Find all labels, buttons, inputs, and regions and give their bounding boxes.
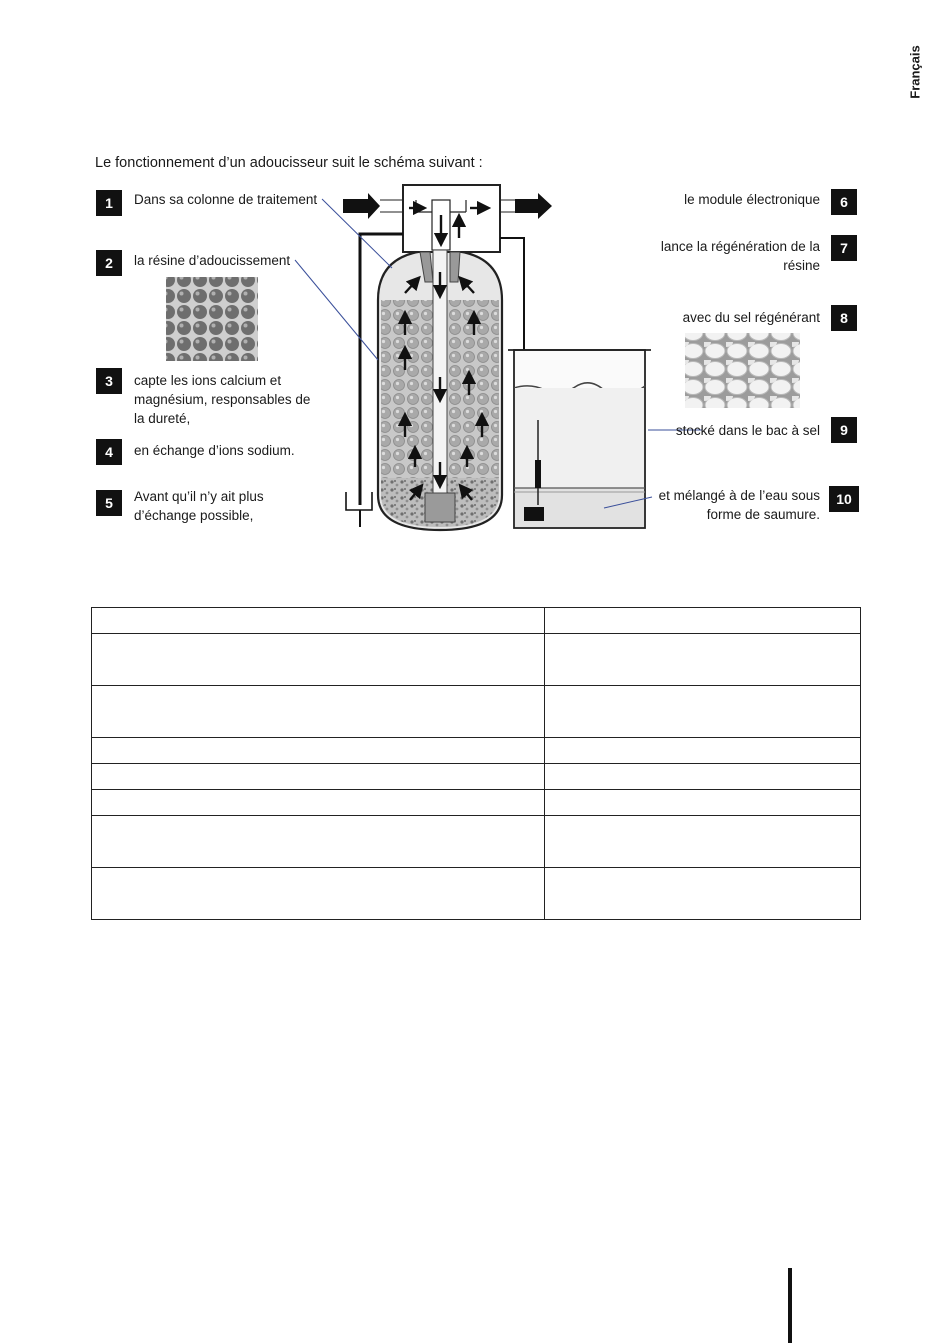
salt-sample-image bbox=[685, 333, 800, 408]
step-badge-5: 5 bbox=[96, 490, 122, 516]
step-text-1: Dans sa colonne de traitement bbox=[134, 192, 318, 207]
step-text-10: et mélangé à de l’eau sous forme de saumure. bbox=[658, 488, 820, 522]
empty-table bbox=[91, 607, 861, 920]
step-text-3: capte les ions calcium et magnésium, responsables de la dureté, bbox=[134, 373, 311, 426]
step-text-9: stocké dans le bac à sel bbox=[675, 423, 820, 438]
table-row bbox=[92, 816, 861, 868]
distributor bbox=[425, 493, 455, 522]
step-badge-4: 4 bbox=[96, 439, 122, 465]
step-badge-9: 9 bbox=[831, 417, 857, 443]
step-badge-7: 7 bbox=[831, 235, 857, 261]
outlet-arrow bbox=[515, 193, 552, 219]
step-badge-1: 1 bbox=[96, 190, 122, 216]
table-row bbox=[92, 764, 861, 790]
table-row bbox=[92, 790, 861, 816]
step-badge-6: 6 bbox=[831, 189, 857, 215]
language-label: Français bbox=[907, 45, 923, 99]
step-text-7: lance la régénération de la résine bbox=[660, 239, 820, 273]
table-row bbox=[92, 868, 861, 920]
step-badge-10: 10 bbox=[829, 486, 859, 512]
step-badge-8: 8 bbox=[831, 305, 857, 331]
step-text-6: le module électronique bbox=[684, 192, 820, 207]
step-text-2: la résine d’adoucissement bbox=[134, 253, 291, 268]
step-text-8: avec du sel régénérant bbox=[682, 310, 820, 325]
salt-tank bbox=[508, 350, 651, 528]
control-head bbox=[403, 185, 500, 252]
step-badge-3: 3 bbox=[96, 368, 122, 394]
table-row bbox=[92, 686, 861, 738]
intro-text: Le fonctionnement d’un adoucisseur suit le schéma suivant : bbox=[95, 155, 483, 171]
step-badge-2: 2 bbox=[96, 250, 122, 276]
table-row bbox=[92, 738, 861, 764]
page-margin-bar bbox=[788, 1268, 792, 1343]
table-row bbox=[92, 634, 861, 686]
inlet-arrow bbox=[343, 193, 380, 219]
table-row bbox=[92, 608, 861, 634]
resin-sample-image bbox=[166, 277, 258, 361]
step-text-5: Avant qu’il n’y ait plus d’échange possible, bbox=[134, 489, 264, 523]
step-text-4: en échange d’ions sodium. bbox=[134, 443, 295, 458]
